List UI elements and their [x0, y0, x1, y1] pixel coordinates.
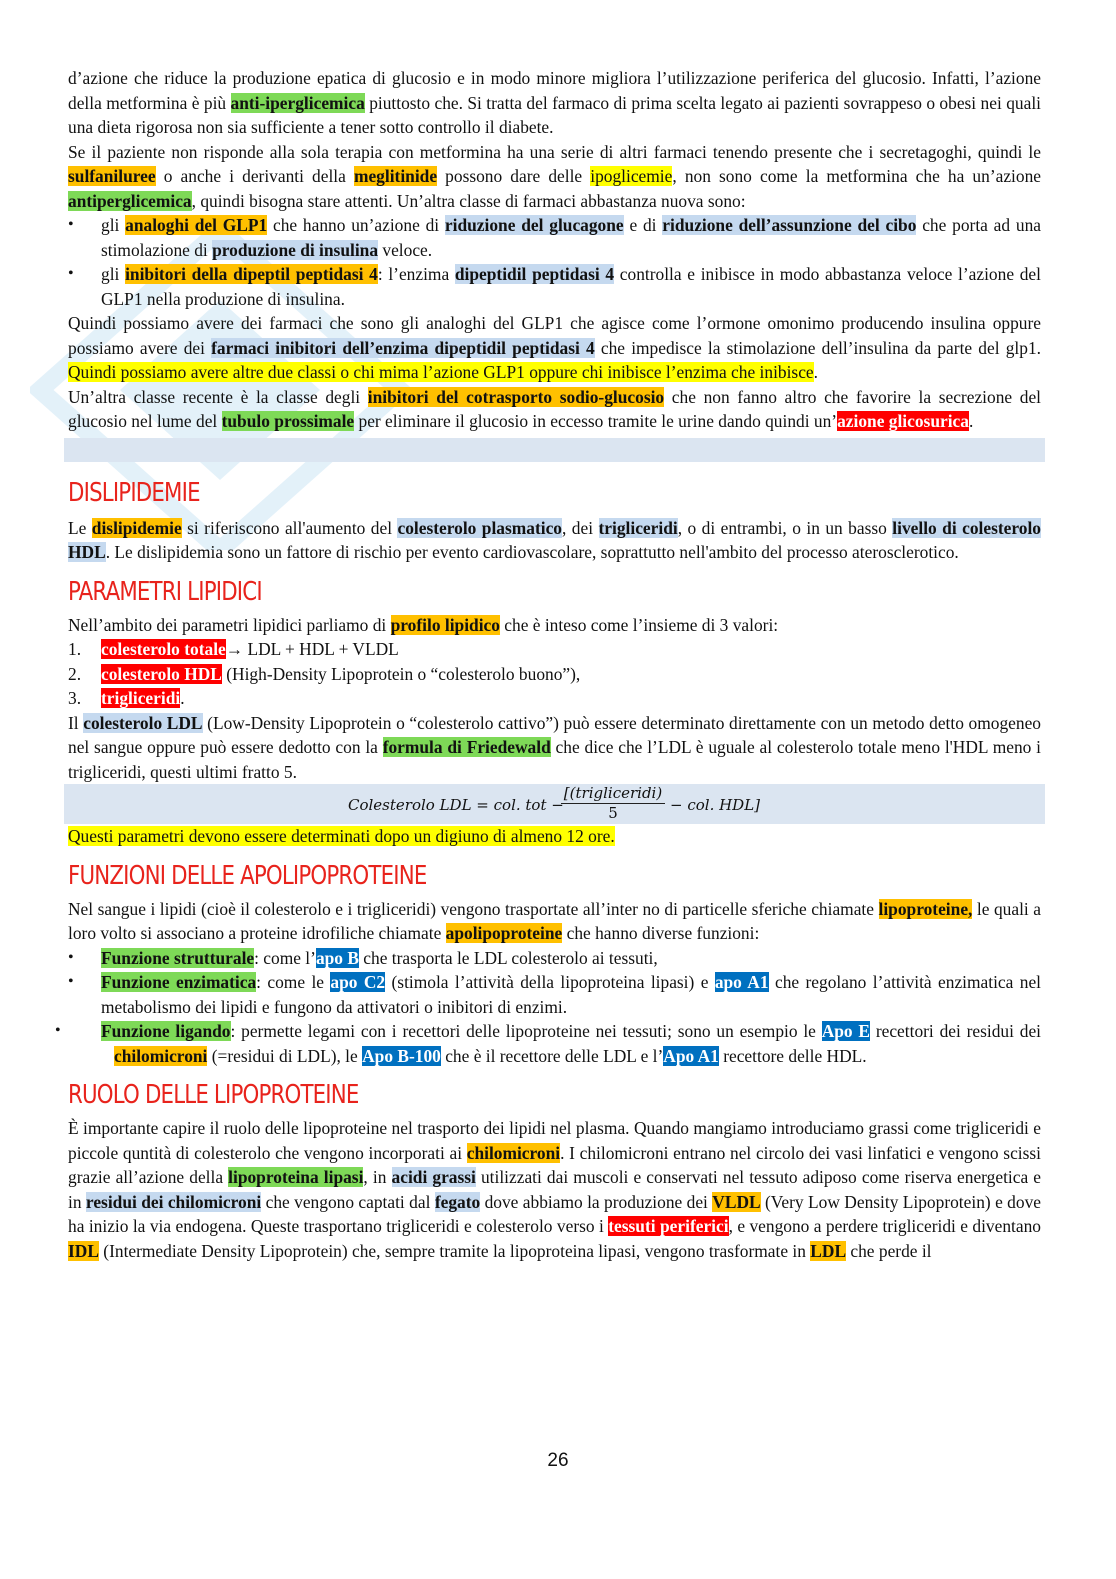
heading-funzioni-apolipoproteine: FUNZIONI DELLE APOLIPOPROTEINE — [68, 860, 427, 891]
paragraph-ruolo-lipoproteine: È importante capire il ruolo delle lipoproteine nel trasporto dei lipidi nel plasma. Quando mangiamo introduciamo grassi come trigliceridi e piccole quntità di colesterolo che vengono incorporati ai chilomicroni. I chilomicroni entrano nel circolo dei vasi linfatici e vengono scissi grazie all’azione della lipoproteina lipasi, in acidi grassi utilizzati dai muscoli e conservati nel tessuto adiposo come riserva energetica e in residui dei chilomicroni che vengono captati dal fegato dove abbiamo la produzione dei VLDL (Very Low Density Lipoprotein) e dove ha inizio la via endogena. Queste trasportano trigliceridi e colesterolo verso i tessuti periferici, e vengono a perdere trigliceridi e diventano IDL (Intermediate Density Lipoprotein) che, sempre tramite la lipoproteina lipasi, vengono trasformate in LDL che perde il — [68, 1118, 1042, 1261]
paragraph-metformina: d’azione che riduce la produzione epatica di glucosio e in modo minore migliora l’utilizzazione periferica del glucosio. Infatti, l’azione della metformina è più anti-iperglicemica piuttosto che. Si tratta del farmaco di prima scelta legato ai pazienti sovrappeso o obesi nei quali una dieta rigorosa non sia sufficiente a tener sotto controllo il diabete. — [68, 68, 1041, 137]
heading-parametri-lipidici: PARAMETRI LIPIDICI — [68, 576, 262, 607]
highlight-antiperglicemica: antiperglicemica — [68, 190, 192, 211]
highlight-anti-iperglicemica: anti-iperglicemica — [230, 92, 365, 113]
list-new-drugs — [68, 213, 1041, 311]
list-lipid-values — [68, 637, 1041, 711]
highlight-meglitinide: meglitinide — [353, 166, 438, 186]
paragraph-glp1: Quindi possiamo avere dei farmaci che sono gli analoghi del GLP1 che agisce come l’ormone omonimo producendo insulina oppure possiamo avere dei farmaci inibitori dell’enzima dipeptidil peptidasi 4 che impedisce la stimolazione dell’insulina da parte del glp1. Quindi possiamo avere altre due classi o chi mima l’azione GLP1 oppure chi inibisce l’enzima che inibisce. — [68, 313, 1041, 382]
highlight-sulfaniluree: sulfaniluree — [68, 166, 156, 186]
section-divider — [64, 438, 1045, 462]
paragraph-sglt2: Un’altra classe recente è la classe degli inibitori del cotrasporto sodio-glucosio che non fanno altro che favorire la secrezione del glucosio nel lume del tubulo prossimale per eliminare il glucosio in eccesso tramite le urine dando quindi un’azione glicosurica. — [68, 386, 1041, 431]
list-item: • gli analoghi del GLP1 che hanno un’azione di riduzione del glucagone e di riduzione dell’assunzione del cibo che porta ad una stimolazione di produzione di insulina veloce. — [68, 213, 1041, 262]
list-item: • Funzione enzimatica: come le apo C2 (stimola l’attività della lipoproteina lipasi) e apo A1 che regolano l’attività enzimatica nel metabolismo dei lipidi e fungono da attivatori o inibitori di enzimi. — [68, 970, 1041, 1019]
paragraph-apolipoproteine: Nel sangue i lipidi (cioè il colesterolo e i trigliceridi) vengono trasportate all’inter no di particelle sferiche chiamate lipoproteine, le quali a loro volto si associano a proteine idrofiliche chiamate apolipoproteine che hanno diverse funzioni: — [68, 898, 1041, 943]
page-number: 26 — [547, 1450, 569, 1471]
heading-dislipidemie: DISLIPIDEMIE — [68, 477, 200, 508]
list-item: • gli inibitori della dipeptil peptidasi 4: l’enzima dipeptidil peptidasi 4 controlla e inibisce in modo abbastanza veloce l’azione del GLP1 nella produzione di insulina. — [68, 262, 1041, 311]
paragraph-secretagoghi: Se il paziente non risponde alla sola terapia con metformina ha una serie di altri farmaci tenendo presente che i secretagoghi, quindi le sulfaniluree o anche i derivanti della meglitinide possono dare delle ipoglicemie, non sono come la metformina che ha un’azione antiperglicemica, quindi bisogna stare attenti. Un’altra classe di farmaci abbastanza nuova sono: — [68, 141, 1041, 211]
list-item: 1. colesterolo totale→ LDL + HDL + VLDL — [68, 639, 399, 659]
highlight-ipoglicemie: ipoglicemie — [590, 166, 673, 186]
paragraph-digiuno: Questi parametri devono essere determinati dopo un digiuno di almeno 12 ore. — [68, 826, 615, 846]
list-apo-functions — [68, 946, 1041, 1069]
page-content — [68, 0, 1041, 1263]
heading-ruolo-lipoproteine: RUOLO DELLE LIPOPROTEINE — [68, 1080, 359, 1110]
paragraph-profilo-lipidico: Nell’ambito dei parametri lipidici parliamo di profilo lipidico che è inteso come l’insieme di 3 valori: — [68, 614, 779, 635]
list-item: 3. trigliceridi. — [68, 688, 185, 708]
friedewald-formula: Colesterolo LDL = col. tot − [(trigliceridi) 5 − col. HDL] — [64, 784, 1045, 824]
paragraph-dislipidemie: Le dislipidemie si riferiscono all'aumento del colesterolo plasmatico, dei trigliceridi, o di entrambi, o in un basso livello di colesterolo HDL. Le dislipidemia sono un fattore di rischio per evento cardiovascolare, soprattutto nell'ambito del processo aterosclerotico. — [68, 517, 1041, 562]
list-item: 2. colesterolo HDL (High-Density Lipoprotein o “colesterolo buono”), — [68, 663, 581, 684]
paragraph-ldl: Il colesterolo LDL (Low-Density Lipoprotein o “colesterolo cattivo”) può essere determinato direttamente con un metodo detto omogeneo nel sangue oppure può essere dedotto con la formula di Friedewald che dice che l’LDL è uguale al colesterolo totale meno l'HDL meno i trigliceridi, questi ultimi fratto 5. — [68, 712, 1041, 782]
list-item: • Funzione strutturale: come l’apo B che trasporta le LDL colesterolo ai tessuti, — [68, 946, 1041, 971]
list-item: • Funzione ligando: permette legami con i recettori delle lipoproteine nei tessuti; sono un esempio le Apo E recettori dei residui dei chilomicroni (=residui di LDL), le Apo B-100 che è il recettore delle LDL e l’Apo A1 recettore delle HDL. — [68, 1019, 1041, 1068]
